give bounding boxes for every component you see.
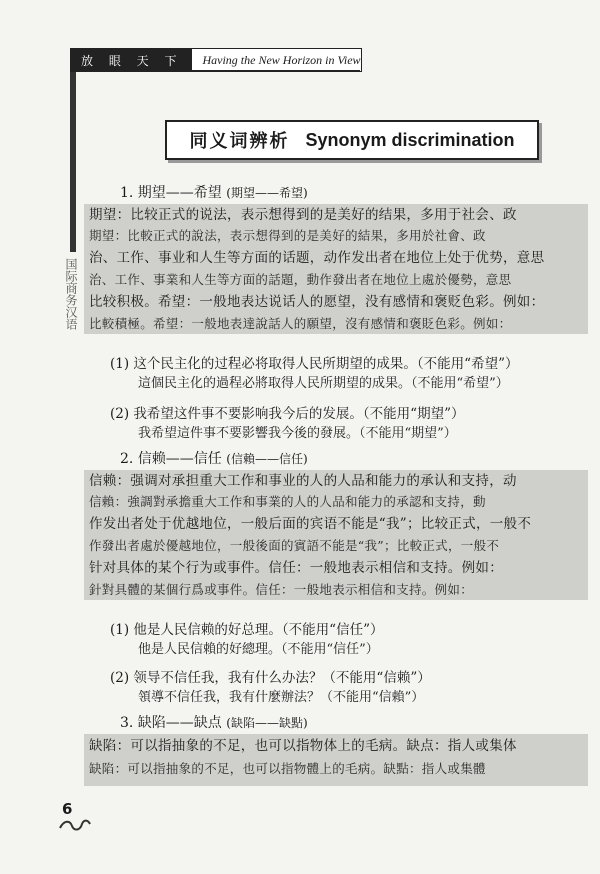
heading-trad: (信賴——信任): [226, 452, 308, 466]
explanation-line: 信赖：强调对承担重大工作和事业的人的人品和能力的承认和支持，动: [89, 473, 517, 489]
explanation-block-1: [84, 204, 588, 334]
title-en: Synonym discrimination: [305, 129, 515, 150]
header-rule: [70, 70, 360, 72]
example: (2) 我希望这件事不要影响我今后的发展。（不能用“期望”）: [110, 406, 465, 422]
explanation-line: 作發出者處於優越地位，一般後面的賓語不能是“我”；比較正式，一般不: [89, 538, 500, 553]
margin-bar: [70, 72, 76, 252]
explanation-block-2: [84, 470, 588, 600]
example-trad: 他是人民信賴的好總理。（不能用“信任”）: [138, 642, 379, 657]
heading-text: 1. 期望——希望: [120, 185, 222, 201]
explanation-line: 針對具體的某個行爲或事件。信任：一般地表示相信和支持。例如：: [89, 582, 474, 597]
running-header: [70, 48, 362, 72]
heading-trad: (缺陷——缺點): [226, 716, 308, 730]
explanation-line: 治、工作、事业和人生等方面的话题，动作发出者在地位上处于优势，意思: [89, 250, 545, 266]
explanation-line: 比较积极。希望：一般地表达说话人的愿望，没有感情和褒贬色彩。例如：: [89, 294, 545, 310]
explanation-line: 比較積極。希望：一般地表達說話人的願望，沒有感情和褒貶色彩。例如：: [89, 316, 512, 331]
explanation-line: 期望：比較正式的說法，表示想得到的是美好的結果，多用於社會、政: [89, 228, 486, 243]
header-en: Having the New Horizon in View: [202, 52, 361, 67]
section-heading-2: [120, 448, 308, 468]
section-title: [165, 120, 539, 160]
heading-text: 3. 缺陷——缺点: [120, 715, 222, 731]
example-trad: 我希望這件事不要影響我今後的發展。（不能用“期望”）: [138, 426, 457, 441]
explanation-line: 缺陷：可以指抽象的不足，也可以指物體上的毛病。缺點：指人或集體: [89, 761, 486, 776]
section-heading-3: [120, 712, 308, 732]
ornament-icon: [58, 818, 92, 832]
section-heading-1: [120, 182, 308, 202]
example: (1) 这个民主化的过程必将取得人民所期望的成果。（不能用“希望”）: [110, 356, 519, 372]
header-zh: 放 眼 天 下: [71, 49, 192, 71]
example-trad: 這個民主化的過程必將取得人民所期望的成果。（不能用“希望”）: [138, 376, 509, 391]
explanation-line: 治、工作、事業和人生等方面的話題，動作發出者在地位上處於優勢，意思: [89, 272, 512, 287]
title-zh: 同义词辨析: [189, 131, 290, 152]
explanation-line: 针对具体的某个行为或事件。信任：一般地表示相信和支持。例如：: [89, 560, 503, 576]
side-label: 国际商务汉语: [64, 258, 78, 330]
page-number: 6: [62, 800, 73, 818]
example: (2) 领导不信任我，我有什么办法？（不能用“信赖”）: [110, 670, 431, 686]
explanation-line: 缺陷：可以指抽象的不足，也可以指物体上的毛病。缺点：指人或集体: [89, 738, 517, 754]
example-trad: 領導不信任我，我有什麼辦法？（不能用“信賴”）: [138, 690, 425, 705]
explanation-block-3: [84, 734, 588, 786]
heading-text: 2. 信赖——信任: [120, 451, 222, 467]
explanation-line: 期望：比较正式的说法，表示想得到的是美好的结果，多用于社会、政: [89, 207, 517, 223]
explanation-line: 信賴：強調對承擔重大工作和事業的人的人品和能力的承認和支持，動: [89, 494, 486, 509]
explanation-line: 作发出者处于优越地位，一般后面的宾语不能是“我”；比较正式，一般不: [89, 516, 532, 532]
heading-trad: (期望——希望): [226, 186, 308, 200]
example: (1) 他是人民信赖的好总理。（不能用“信任”）: [110, 622, 384, 638]
